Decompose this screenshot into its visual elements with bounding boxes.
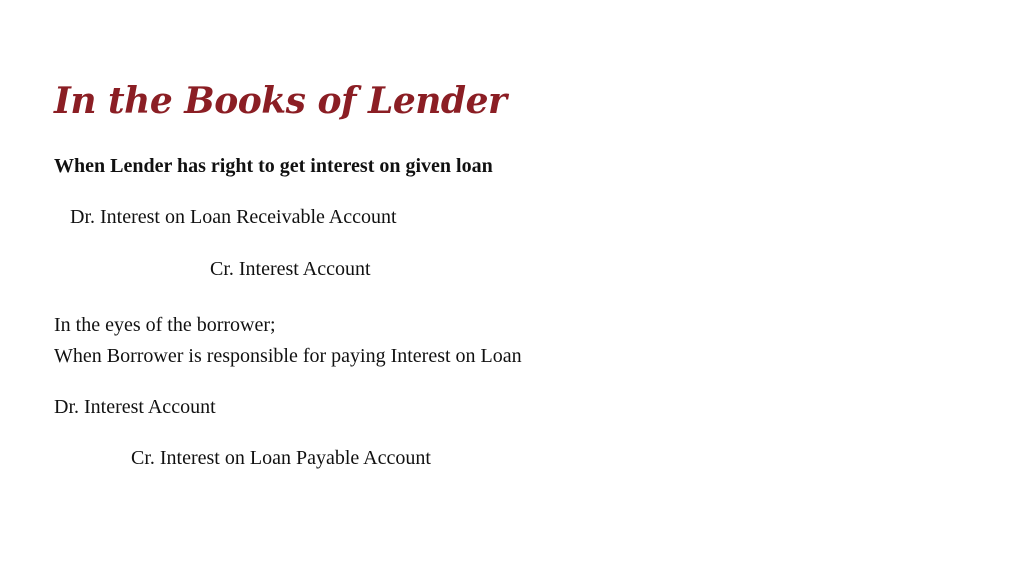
lender-debit-entry: Dr. Interest on Loan Receivable Account <box>70 206 397 228</box>
lender-section-heading: When Lender has right to get interest on given loan <box>54 155 493 177</box>
borrower-debit-entry: Dr. Interest Account <box>54 396 216 418</box>
lender-credit-entry: Cr. Interest Account <box>210 258 371 280</box>
borrower-section-heading: When Borrower is responsible for paying Interest on Loan <box>54 345 522 367</box>
slide-title: In the Books of Lender <box>54 80 507 122</box>
borrower-credit-entry: Cr. Interest on Loan Payable Account <box>131 447 431 469</box>
borrower-section-intro: In the eyes of the borrower; <box>54 314 276 336</box>
